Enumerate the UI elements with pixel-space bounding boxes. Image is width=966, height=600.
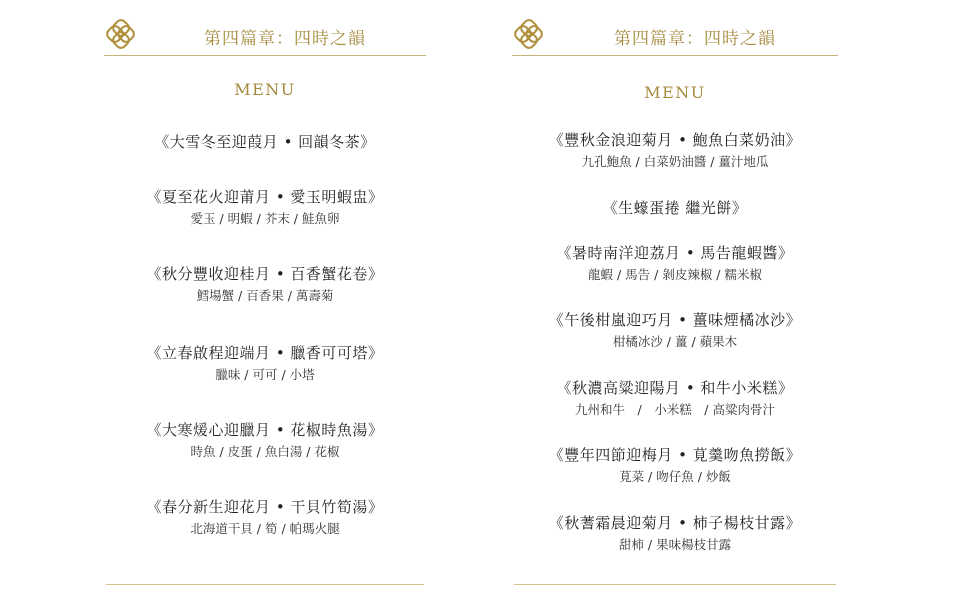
panel-header — [104, 14, 426, 58]
dish-ingredients: 九孔鮑魚 / 白菜奶油醬 / 薑汁地瓜 — [581, 154, 769, 169]
menu-item — [512, 243, 838, 284]
dish-title: 《夏至花火迎莆月 • 愛玉明蝦盅》 — [146, 188, 384, 206]
menu-item — [104, 187, 426, 228]
menu-item — [512, 513, 838, 554]
dish-ingredients: 龍蝦 / 馬告 / 剝皮辣椒 / 糯米椒 — [588, 267, 762, 282]
dish-title: 《豐年四節迎梅月 • 莧羹吻魚撈飯》 — [548, 446, 802, 464]
menu-panel-right — [512, 0, 838, 600]
menu-item — [512, 378, 838, 419]
menu-item — [104, 343, 426, 384]
dish-ingredients: 莧菜 / 吻仔魚 / 炒飯 — [619, 469, 731, 484]
dish-ingredients: 鱈場蟹 / 百香果 / 萬壽菊 — [196, 288, 334, 303]
dish-title: 《秋分豐收迎桂月 • 百香蟹花卷》 — [146, 265, 384, 283]
dish-title: 《午後柑嵐迎巧月 • 薑味煙橘冰沙》 — [548, 311, 802, 329]
dish-ingredients: 愛玉 / 明蝦 / 芥末 / 鮭魚卵 — [190, 211, 340, 226]
dish-title: 《生蠔蛋捲 繼光餅》 — [602, 199, 748, 217]
menu-item — [512, 445, 838, 486]
menu-item — [104, 264, 426, 305]
header-divider — [104, 55, 426, 56]
dish-title: 《春分新生迎花月 • 干貝竹筍湯》 — [146, 498, 384, 516]
dish-title: 《大雪冬至迎葭月 • 回韻冬茶》 — [154, 133, 376, 151]
dish-title: 《立春啟程迎端月 • 臘香可可塔》 — [146, 344, 384, 362]
dish-title: 《秋濃高粱迎陽月 • 和牛小米糕》 — [556, 379, 794, 397]
footer-divider — [514, 584, 836, 585]
dish-ingredients: 柑橘冰沙 / 薑 / 蘋果木 — [612, 334, 738, 349]
menu-item — [104, 497, 426, 538]
dish-ingredients: 北海道干貝 / 筍 / 帕瑪火腿 — [190, 521, 340, 536]
dish-title: 《暑時南洋迎荔月 • 馬告龍蝦醬》 — [556, 244, 794, 262]
header-divider — [512, 55, 838, 56]
menu-item — [104, 420, 426, 461]
menu-panel-left — [104, 0, 426, 600]
menu-heading: MENU — [644, 83, 706, 102]
menu-item — [512, 198, 838, 218]
chapter-title: 第四篇章：四時之韻 — [204, 29, 366, 49]
menu-item — [512, 130, 838, 171]
dish-ingredients: 臘味 / 可可 / 小塔 — [215, 367, 315, 382]
menu-heading: MENU — [234, 80, 296, 99]
menu-item — [512, 310, 838, 351]
footer-divider — [106, 584, 424, 585]
dish-ingredients: 九州和牛 / 小米糕 / 高粱肉骨汁 — [575, 402, 775, 417]
dish-title: 《大寒煖心迎臘月 • 花椒時魚湯》 — [146, 421, 384, 439]
dish-title: 《豐秋金浪迎菊月 • 鮑魚白菜奶油》 — [548, 131, 802, 149]
dish-title: 《秋蓍霜晨迎菊月 • 柿子楊枝甘露》 — [548, 514, 802, 532]
panel-header — [512, 14, 838, 58]
menu-item — [104, 132, 426, 152]
dish-ingredients: 甜柿 / 果味楊枝甘露 — [618, 537, 732, 552]
dish-ingredients: 時魚 / 皮蛋 / 魚白湯 / 花椒 — [190, 444, 340, 459]
chapter-title: 第四篇章：四時之韻 — [614, 29, 776, 49]
